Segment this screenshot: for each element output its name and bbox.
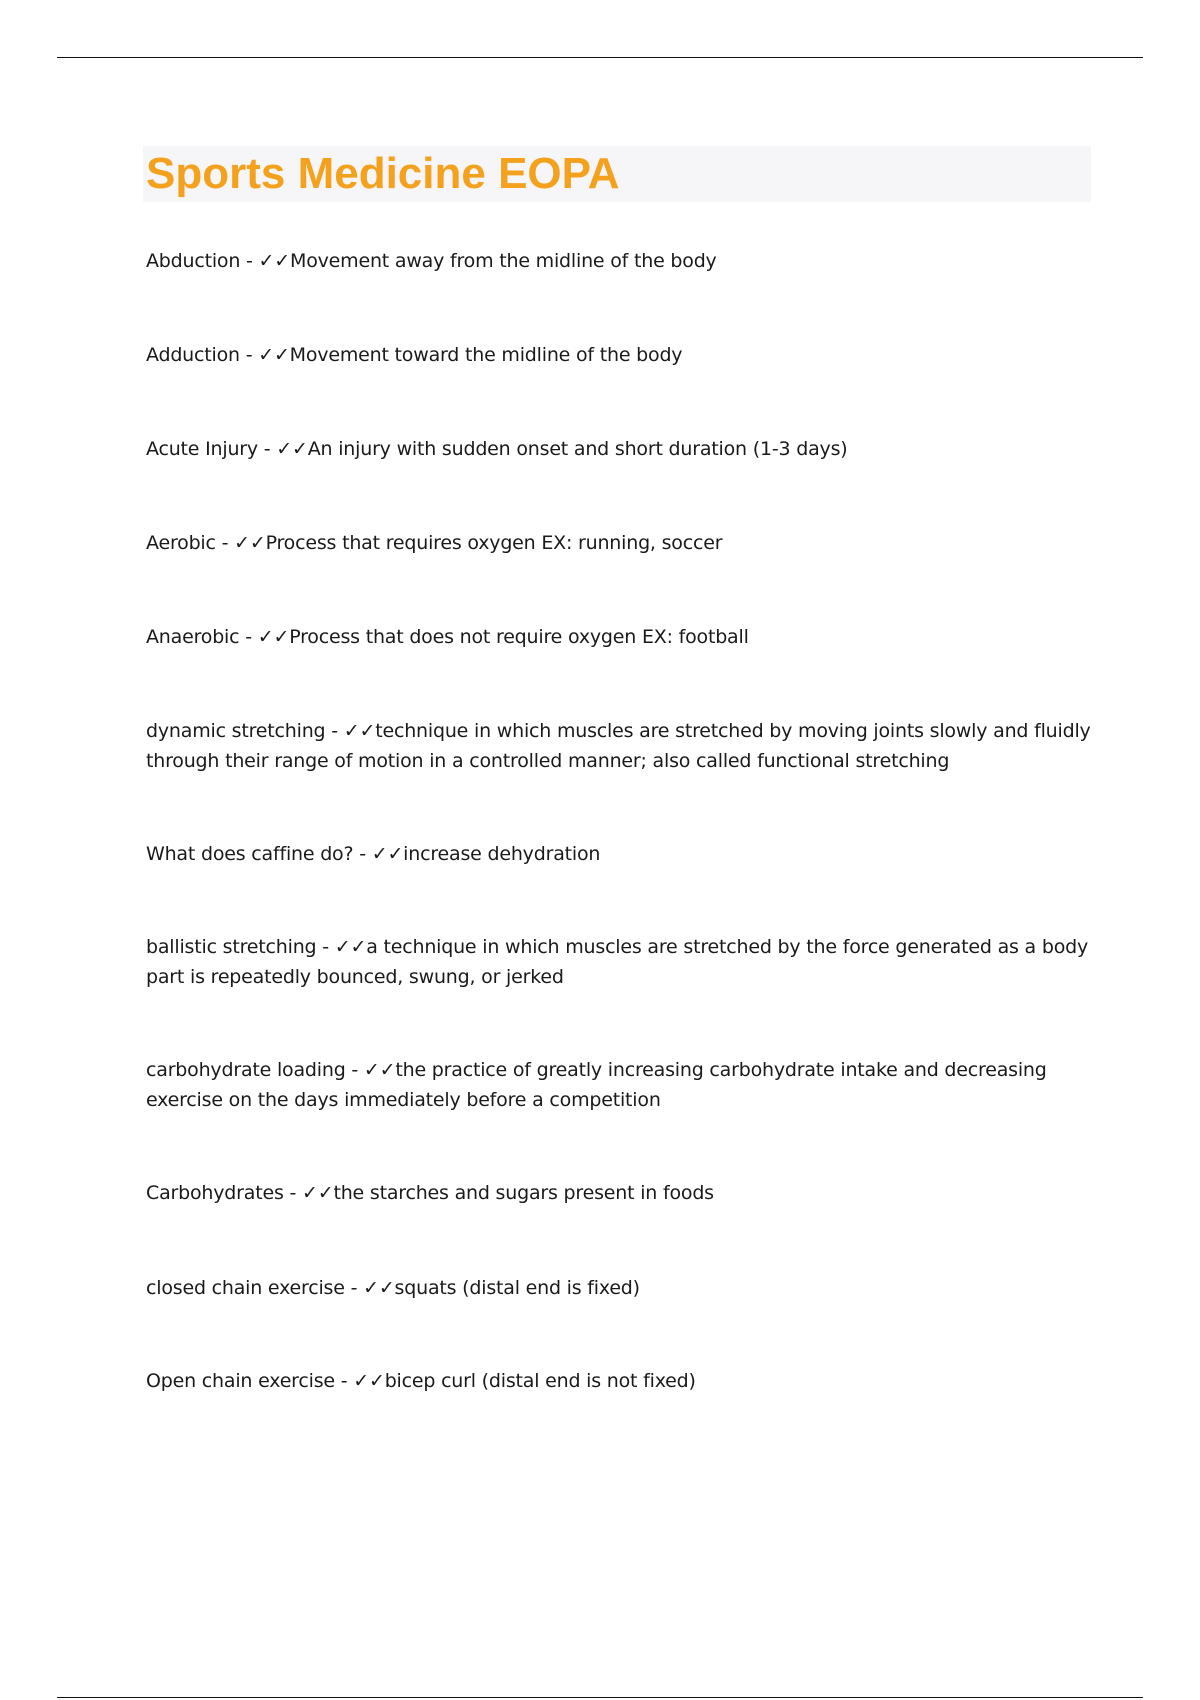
term: Aerobic — [146, 532, 216, 554]
page-title: Sports Medicine EOPA — [146, 149, 620, 198]
term: Adduction — [146, 344, 240, 366]
term: carbohydrate loading — [146, 1059, 346, 1081]
double-check-icon: ✓✓ — [276, 438, 308, 460]
definition: Movement away from the midline of the body — [290, 250, 717, 272]
double-check-icon: ✓✓ — [257, 626, 290, 648]
definition: An injury with sudden onset and short duration (1-3 days) — [307, 438, 848, 460]
separator: - — [353, 843, 372, 865]
list-item — [146, 528, 1096, 558]
footer-rule — [57, 1697, 1143, 1698]
list-item — [146, 1273, 1096, 1303]
definition: a technique in which muscles are stretched by the force generated as a body part is repeatedly bounced, swung, or jerked — [146, 936, 1089, 988]
definition: Process that requires oxygen EX: running, soccer — [265, 532, 723, 554]
separator: - — [334, 1370, 354, 1392]
term: closed chain exercise — [146, 1277, 345, 1299]
separator: - — [239, 344, 259, 366]
double-check-icon: ✓✓ — [234, 532, 266, 554]
header-rule — [57, 57, 1143, 58]
double-check-icon: ✓✓ — [258, 250, 290, 272]
double-check-icon: ✓✓ — [302, 1182, 334, 1204]
list-item — [146, 932, 1096, 992]
definition: the practice of greatly increasing carbohydrate intake and decreasing exercise on the days immediately before a competition — [146, 1059, 1047, 1111]
double-check-icon: ✓✓ — [258, 344, 290, 366]
double-check-icon: ✓✓ — [334, 936, 367, 958]
separator: - — [316, 936, 335, 958]
term: dynamic stretching — [146, 720, 326, 742]
definition: squats (distal end is fixed) — [394, 1277, 640, 1299]
term: Anaerobic — [146, 626, 240, 648]
list-item — [146, 1178, 1096, 1208]
separator: - — [257, 438, 277, 460]
definition: technique in which muscles are stretched by moving joints slowly and fluidly through their range of motion in a controlled manner; also called functional stretching — [146, 720, 1091, 772]
list-item — [146, 716, 1096, 776]
separator: - — [283, 1182, 302, 1204]
double-check-icon: ✓✓ — [363, 1059, 396, 1081]
double-check-icon: ✓✓ — [353, 1370, 385, 1392]
list-item — [146, 434, 1096, 464]
definition: bicep curl (distal end is not fixed) — [384, 1370, 696, 1392]
list-item — [146, 246, 1096, 276]
list-item — [146, 622, 1096, 652]
separator: - — [345, 1059, 364, 1081]
double-check-icon: ✓✓ — [363, 1277, 395, 1299]
list-item — [146, 340, 1096, 370]
separator: - — [239, 626, 258, 648]
list-item — [146, 1055, 1096, 1115]
separator: - — [240, 250, 259, 272]
list-item — [146, 1366, 1096, 1396]
double-check-icon: ✓✓ — [343, 720, 376, 742]
definition: Process that does not require oxygen EX: football — [289, 626, 749, 648]
term: Open chain exercise — [146, 1370, 335, 1392]
definition: the starches and sugars present in foods — [333, 1182, 714, 1204]
separator: - — [325, 720, 344, 742]
term: Acute Injury — [146, 438, 258, 460]
term: Abduction — [146, 250, 241, 272]
list-item — [146, 839, 1096, 869]
term: What does caffine do? — [146, 843, 354, 865]
separator: - — [344, 1277, 364, 1299]
double-check-icon: ✓✓ — [371, 843, 404, 865]
term: ballistic stretching — [146, 936, 317, 958]
definition: increase dehydration — [403, 843, 601, 865]
term: Carbohydrates — [146, 1182, 284, 1204]
separator: - — [215, 532, 235, 554]
definition: Movement toward the midline of the body — [289, 344, 683, 366]
